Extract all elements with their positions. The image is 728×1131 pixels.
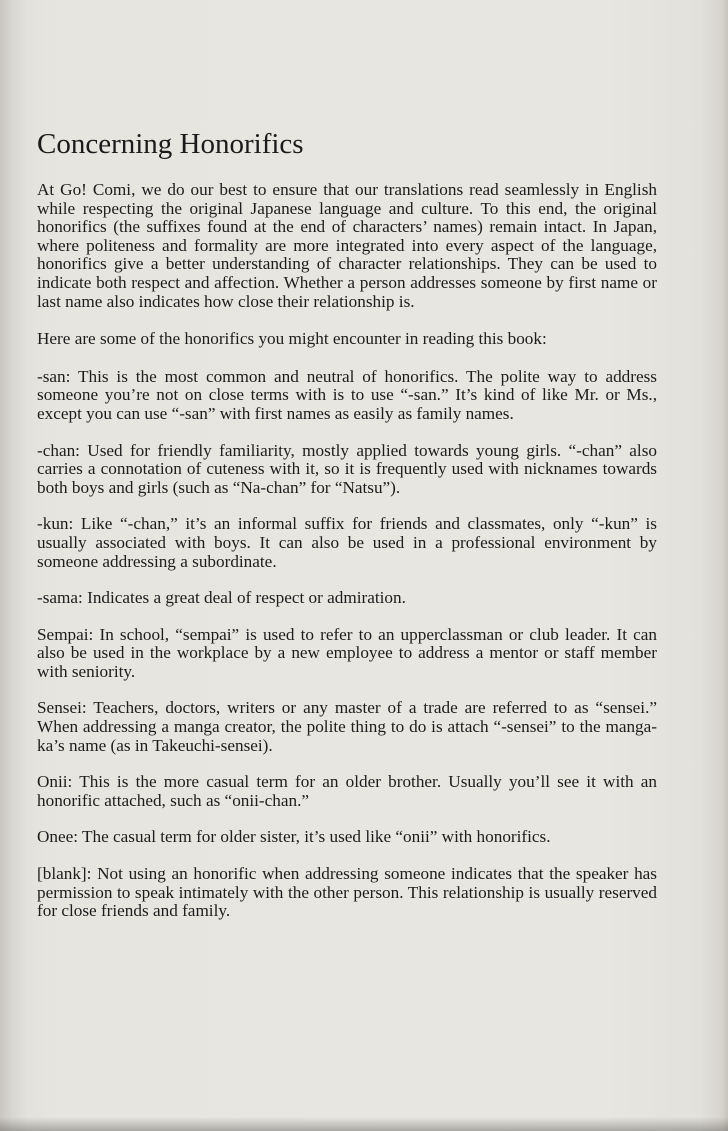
list-intro-paragraph: Here are some of the honorifics you might encounter in reading this book: bbox=[37, 329, 547, 349]
honorific-entry-chan: -chan: Used for friendly familiarity, mostly applied towards young girls. “-chan” also carries a connotation of cuteness with it, so it is frequently used with nicknames towards both boys and girls (such as “Na-chan” for “Natsu”). bbox=[37, 440, 657, 497]
honorific-entry-sensei: Sensei: Teachers, doctors, writers or any master of a trade are referred to as “sensei.” When addressing a manga creator, the polite thing to do is attach “-sensei” to the manga-ka’s name (as in Takeuchi-sensei). bbox=[37, 698, 657, 755]
honorific-entry-onee: Onee: The casual term for older sister, it’s used like “onii” with honorifics. bbox=[37, 827, 551, 847]
honorific-entry-blank: [blank]: Not using an honorific when addressing someone indicates that the speaker has permission to speak intimately with the other person. This relationship is usually reserved for close friends and family. bbox=[37, 864, 657, 921]
honorific-entry-kun: -kun: Like “-chan,” it’s an informal suffix for friends and classmates, only “-kun” is usually associated with boys. It can also be used in a professional environment by someone addressing a subordinate. bbox=[37, 514, 657, 571]
intro-paragraph: At Go! Comi, we do our best to ensure that our translations read seamlessly in English while respecting the original Japanese language and culture. To this end, the original honorifics (the suffixes found at the end of characters’ names) remain intact. In Japan, where politeness and formality are more integrated into every aspect of the language, honorifics give a better understanding of character relationships. They can be used to indicate both respect and affection. Whether a person addresses someone by first name or last name also indicates how close their relationship is. bbox=[37, 180, 657, 311]
body-text bbox=[37, 181, 657, 939]
honorific-entry-sempai: Sempai: In school, “sempai” is used to refer to an upperclassman or club leader. It can also be used in the workplace by a new employee to address a mentor or staff member with seniority. bbox=[37, 624, 657, 681]
honorific-entry-onii: Onii: This is the more casual term for an older brother. Usually you’ll see it with an honorific attached, such as “onii-chan.” bbox=[37, 772, 657, 810]
honorific-entry-san: -san: This is the most common and neutral of honorifics. The polite way to address someone you’re not on close terms with is to use “-san.” It’s kind of like Mr. or Ms., except you can use “-san” with first names as easily as family names. bbox=[37, 366, 657, 423]
honorific-entry-sama: -sama: Indicates a great deal of respect or admiration. bbox=[37, 588, 406, 608]
page-title: Concerning Honorifics bbox=[37, 128, 304, 160]
